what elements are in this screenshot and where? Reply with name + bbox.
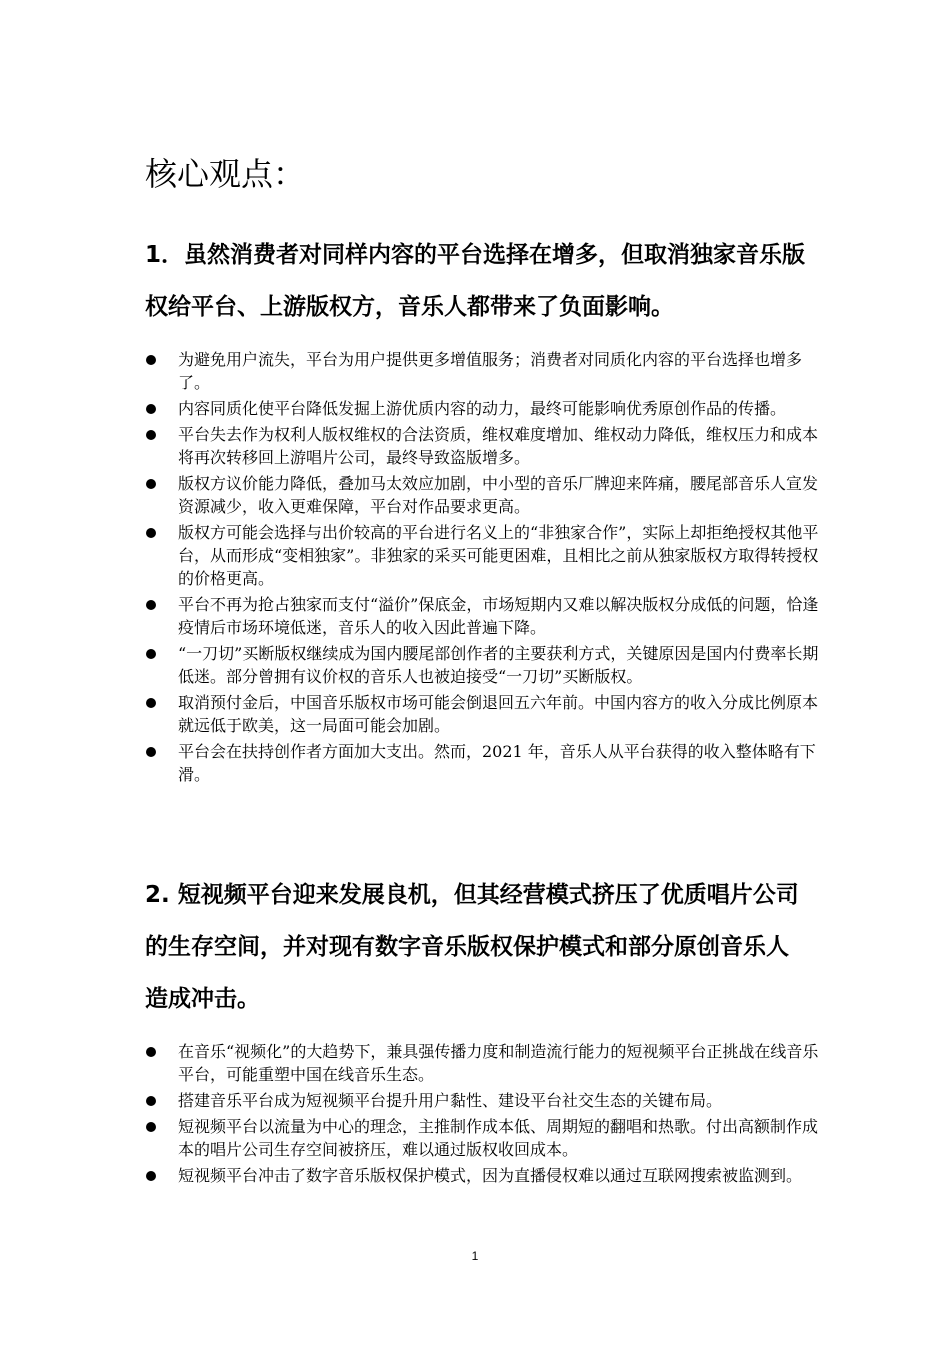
list-item-text: 搭建音乐平台成为短视频平台提升用户黏性、建设平台社交生态的关键布局。 (178, 1091, 723, 1110)
list-item-text: 短视频平台以流量为中心的理念，主推制作成本低、周期短的翻唱和热歌。付出高额制作成本的唱片公司生存空间被挤压，难以通过版权收回成本。 (178, 1117, 819, 1159)
page-number: 1 (471, 1249, 479, 1263)
list-item (145, 642, 825, 688)
list-item-text: 取消预付金后，中国音乐版权市场可能会倒退回五六年前。中国内容方的收入分成比例原本就远低于欧美，这一局面可能会加剧。 (178, 693, 819, 735)
list-item-text: “一刀切”买断版权继续成为国内腰尾部创作者的主要获利方式，关键原因是国内付费率长期低迷。部分曾拥有议价权的音乐人也被迫接受“一刀切”买断版权。 (178, 644, 819, 686)
list-item (145, 472, 825, 518)
bullet-icon (146, 404, 156, 414)
list-item-text: 版权方可能会选择与出价较高的平台进行名义上的“非独家合作”，实际上却拒绝授权其他平台，从而形成“变相独家”。非独家的采买可能更困难，且相比之前从独家版权方取得转授权的价格更高。 (178, 523, 819, 588)
list-item (145, 740, 825, 786)
page-title: 核心观点： (145, 155, 306, 193)
bullet-icon (146, 747, 156, 757)
list-item-text: 平台不再为抢占独家而支付“溢价”保底金，市场短期内又难以解决版权分成低的问题，恰逢疫情后市场环境低迷，音乐人的收入因此普遍下降。 (178, 595, 819, 637)
list-item (145, 348, 825, 394)
list-item (145, 521, 825, 590)
list-item-text: 平台会在扶持创作者方面加大支出。然而，2021 年，音乐人从平台获得的收入整体略有下滑。 (178, 742, 816, 784)
section-1-bullet-list (145, 348, 825, 789)
bullet-icon (146, 355, 156, 365)
bullet-icon (146, 1096, 156, 1106)
list-item (145, 1164, 825, 1187)
list-item (145, 691, 825, 737)
list-item (145, 1040, 825, 1086)
list-item-text: 为避免用户流失，平台为用户提供更多增值服务；消费者对同质化内容的平台选择也增多了。 (178, 350, 803, 392)
bullet-icon (146, 698, 156, 708)
list-item-text: 短视频平台冲击了数字音乐版权保护模式，因为直播侵权难以通过互联网搜索被监测到。 (178, 1166, 803, 1185)
section-1-heading: 1．虽然消费者对同样内容的平台选择在增多，但取消独家音乐版权给平台、上游版权方，音乐人都带来了负面影响。 (145, 242, 806, 320)
bullet-icon (146, 600, 156, 610)
section-2-bullet-list (145, 1040, 825, 1190)
section-2-heading: 2. 短视频平台迎来发展良机，但其经营模式挤压了优质唱片公司的生存空间，并对现有数字音乐版权保护模式和部分原创音乐人造成冲击。 (145, 882, 799, 1012)
bullet-icon (146, 479, 156, 489)
list-item-text: 版权方议价能力降低，叠加马太效应加剧，中小型的音乐厂牌迎来阵痛，腰尾部音乐人宣发资源减少，收入更难保障，平台对作品要求更高。 (178, 474, 819, 516)
list-item (145, 397, 825, 420)
bullet-icon (146, 1047, 156, 1057)
bullet-icon (146, 528, 156, 538)
list-item (145, 423, 825, 469)
bullet-icon (146, 430, 156, 440)
bullet-icon (146, 649, 156, 659)
bullet-icon (146, 1122, 156, 1132)
list-item-text: 平台失去作为权利人版权维权的合法资质，维权难度增加、维权动力降低，维权压力和成本将再次转移回上游唱片公司，最终导致盗版增多。 (178, 425, 819, 467)
list-item (145, 1115, 825, 1161)
list-item (145, 1089, 825, 1112)
list-item (145, 593, 825, 639)
list-item-text: 在音乐“视频化”的大趋势下，兼具强传播力度和制造流行能力的短视频平台正挑战在线音乐平台，可能重塑中国在线音乐生态。 (178, 1042, 819, 1084)
bullet-icon (146, 1171, 156, 1181)
list-item-text: 内容同质化使平台降低发掘上游优质内容的动力，最终可能影响优秀原创作品的传播。 (178, 399, 787, 418)
